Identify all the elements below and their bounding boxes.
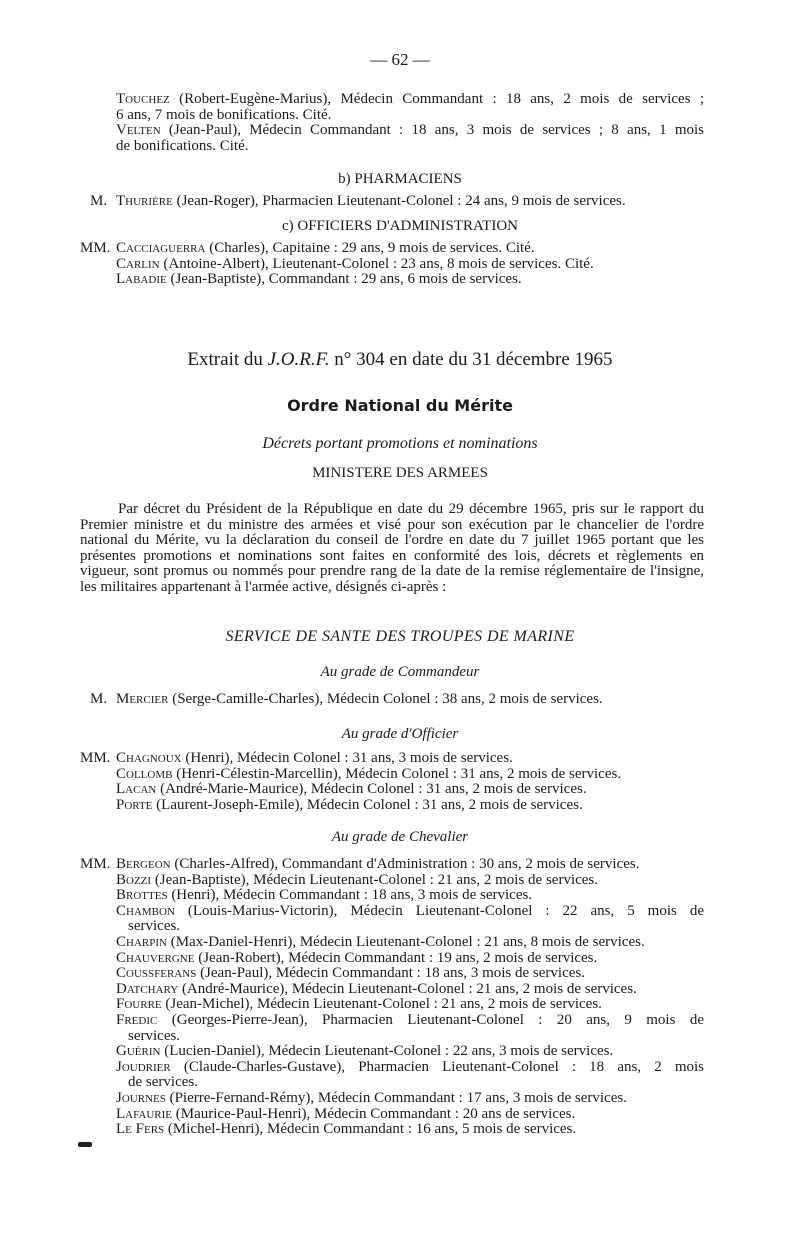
entry-text: (Antoine-Albert), Lieutenant-Colonel : 23 ans, 8 mois de services. Cité. [159, 255, 594, 272]
list-item [116, 257, 704, 273]
entry-continuation: de bonifications. Cité. [116, 137, 249, 154]
list-item [116, 857, 704, 873]
entry-name: Collomb [116, 765, 173, 782]
entry-name: Thurière [116, 193, 173, 209]
extrait-pre: Extrait du [187, 349, 268, 370]
entry-name: Coussferans [116, 965, 197, 982]
entry-text: (Jean-Baptiste), Commandant : 29 ans, 6 mois de services. [166, 271, 522, 288]
entry-text: (Michel-Henri), Médecin Commandant : 16 ans, 5 mois de services. [164, 1121, 577, 1138]
entry-text: (Jean-Baptiste), Médecin Lieutenant-Colonel : 21 ans, 2 mois de services. [151, 871, 599, 888]
entry-text: (Jean-Roger), Pharmacien Lieutenant-Colonel : 24 ans, 9 mois de services. [172, 193, 626, 209]
entry-touchez [116, 92, 704, 123]
entry-velten [116, 123, 704, 154]
entry-name: Brottes [116, 887, 168, 904]
entry-text: (Henri-Célestin-Marcellin), Médecin Colonel : 31 ans, 2 mois de services. [172, 765, 622, 782]
title-prefix: MM. [80, 856, 111, 872]
entry-name: Bergeon [116, 856, 171, 872]
entry-name: Carlin [116, 255, 160, 272]
entry-name: Mercier [116, 691, 169, 707]
entry-text: (Jean-Michel), Médecin Lieutenant-Colonel : 21 ans, 2 mois de services. [161, 996, 602, 1013]
list-item [116, 1013, 704, 1044]
decrets-subtitle: Décrets portant promotions et nominations [262, 435, 538, 452]
list-item [116, 997, 704, 1013]
grade-heading-chevalier: Au grade de Chevalier [331, 829, 469, 845]
entry-text: (Charles-Alfred), Commandant d'Administration : 30 ans, 2 mois de services. [170, 856, 640, 872]
entry-name: Porte [116, 796, 153, 813]
list-item [116, 241, 704, 257]
entry-text: (Louis-Marius-Victorin), Médecin Lieutenant-Colonel : 22 ans, 5 mois de [174, 902, 704, 919]
grade-heading-officier: Au grade d'Officier [341, 726, 459, 742]
title-prefix: M. [90, 691, 108, 707]
list-item [116, 1107, 704, 1123]
list-item [116, 966, 704, 982]
section-heading-pharmaciens: b) PHARMACIENS [338, 171, 462, 187]
entry-name: Touchez [116, 91, 170, 107]
entry-name: Datchary [116, 980, 179, 997]
entry-name: Fredic [116, 1011, 158, 1028]
list-item [116, 935, 704, 951]
entry-text: (Charles), Capitaine : 29 ans, 9 mois de services. Cité. [205, 240, 535, 256]
entry-name: Guérin [116, 1043, 161, 1060]
entry-continuation: de services. [128, 1074, 198, 1091]
entry-text: (Jean-Paul), Médecin Commandant : 18 ans, 3 mois de services. [196, 965, 585, 982]
title-prefix: MM. [80, 750, 111, 766]
entry-mercier [116, 692, 704, 708]
officier-list [116, 751, 704, 813]
entry-name: Lafaurie [116, 1105, 173, 1122]
list-item [116, 1060, 704, 1091]
decree-paragraph: Par décret du Président de la République en date du 29 décembre 1965, pris sur le rapport du Premier ministre et du ministre des armées et visé pour son exécution par le chancelier de l'ordre national du Mérite, vu la déclaration du conseil de l'ordre en date du 7 juillet 1965 portant que les présentes promotions et nominations sont faites en conformité des lois, décrets et règlements en vigueur, sont promus ou nommés pour prendre rang de la date de la remise réglementaire de l'insigne, les militaires appartenant à l'armée active, désignés ci-après : [80, 501, 704, 595]
admin-list [116, 241, 704, 288]
entry-name: Journes [116, 1089, 166, 1106]
extrait-heading [0, 349, 800, 370]
extrait-journal: J.O.R.F. [267, 349, 330, 370]
list-item [116, 1122, 704, 1138]
page-number: — 62 — [370, 50, 430, 69]
entry-name: Joudrier [116, 1058, 171, 1075]
entry-name: Chagnoux [116, 750, 182, 766]
title-prefix: MM. [80, 240, 111, 256]
entry-text: (Robert-Eugène-Marius), Médecin Commandant : 18 ans, 2 mois de services ; [169, 91, 704, 107]
entry-text: (André-Marie-Maurice), Médecin Colonel : 31 ans, 2 mois de services. [156, 781, 587, 798]
extrait-post: n° 304 en date du 31 décembre 1965 [329, 349, 613, 370]
list-item [116, 1044, 704, 1060]
entry-text: (Pierre-Fernand-Rémy), Médecin Commandant : 17 ans, 3 mois de services. [165, 1089, 627, 1106]
entry-name: Cacciaguerra [116, 240, 206, 256]
entry-name: Labadie [116, 271, 167, 288]
list-item [116, 982, 704, 998]
entry-text: (Henri), Médecin Colonel : 31 ans, 3 mois de services. [181, 750, 513, 766]
entry-text: (Max-Daniel-Henri), Médecin Lieutenant-Colonel : 21 ans, 8 mois de services. [166, 933, 645, 950]
entry-name: Velten [116, 122, 161, 139]
chevalier-list [116, 857, 704, 1138]
entry-text: (Jean-Robert), Médecin Commandant : 19 ans, 2 mois de services. [194, 949, 598, 966]
list-item [116, 272, 704, 288]
entry-name: Le Fers [116, 1121, 165, 1138]
entry-name: Charpin [116, 933, 167, 950]
service-heading: SERVICE DE SANTE DES TROUPES DE MARINE [225, 628, 575, 645]
entry-continuation: services. [128, 918, 181, 935]
grade-heading-commandeur: Au grade de Commandeur [320, 664, 480, 680]
entry-text: (Georges-Pierre-Jean), Pharmacien Lieutenant-Colonel : 20 ans, 9 mois de [157, 1011, 704, 1028]
list-item [116, 751, 704, 767]
entry-text: (Maurice-Paul-Henri), Médecin Commandant : 20 ans de services. [172, 1105, 576, 1122]
section-heading-administration: c) OFFICIERS D'ADMINISTRATION [281, 218, 519, 234]
ministere-heading: MINISTERE DES ARMEES [312, 465, 488, 481]
entry-thuriere [116, 194, 704, 210]
entry-text: (Laurent-Joseph-Emile), Médecin Colonel : 31 ans, 2 mois de services. [152, 796, 583, 813]
title-prefix: M. [90, 193, 108, 209]
entry-text: (André-Maurice), Médecin Lieutenant-Colonel : 21 ans, 2 mois de services. [178, 980, 637, 997]
entry-name: Chambon [116, 902, 175, 919]
entry-continuation: 6 ans, 7 mois de bonifications. Cité. [116, 106, 332, 123]
entry-text: (Henri), Médecin Commandant : 18 ans, 3 mois de services. [167, 887, 533, 904]
list-item [116, 873, 704, 889]
entry-name: Fourre [116, 996, 162, 1013]
entry-name: Chauvergne [116, 949, 195, 966]
list-item [116, 951, 704, 967]
entry-text: (Claude-Charles-Gustave), Pharmacien Lieutenant-Colonel : 18 ans, 2 mois [170, 1058, 704, 1075]
entry-text: (Lucien-Daniel), Médecin Lieutenant-Colonel : 22 ans, 3 mois de services. [160, 1043, 614, 1060]
list-item [116, 798, 704, 814]
top-entries [116, 92, 704, 154]
list-item [116, 767, 704, 783]
entry-name: Bozzi [116, 871, 152, 888]
ordre-title: Ordre National du Mérite [287, 396, 513, 415]
entry-text: (Serge-Camille-Charles), Médecin Colonel : 38 ans, 2 mois de services. [168, 691, 603, 707]
scan-mark [78, 1142, 92, 1147]
entry-text: (Jean-Paul), Médecin Commandant : 18 ans, 3 mois de services ; 8 ans, 1 mois [160, 122, 704, 139]
list-item [116, 1091, 704, 1107]
entry-name: Lacan [116, 781, 157, 798]
list-item [116, 888, 704, 904]
list-item [116, 782, 704, 798]
list-item [116, 904, 704, 935]
entry-continuation: services. [128, 1027, 181, 1044]
